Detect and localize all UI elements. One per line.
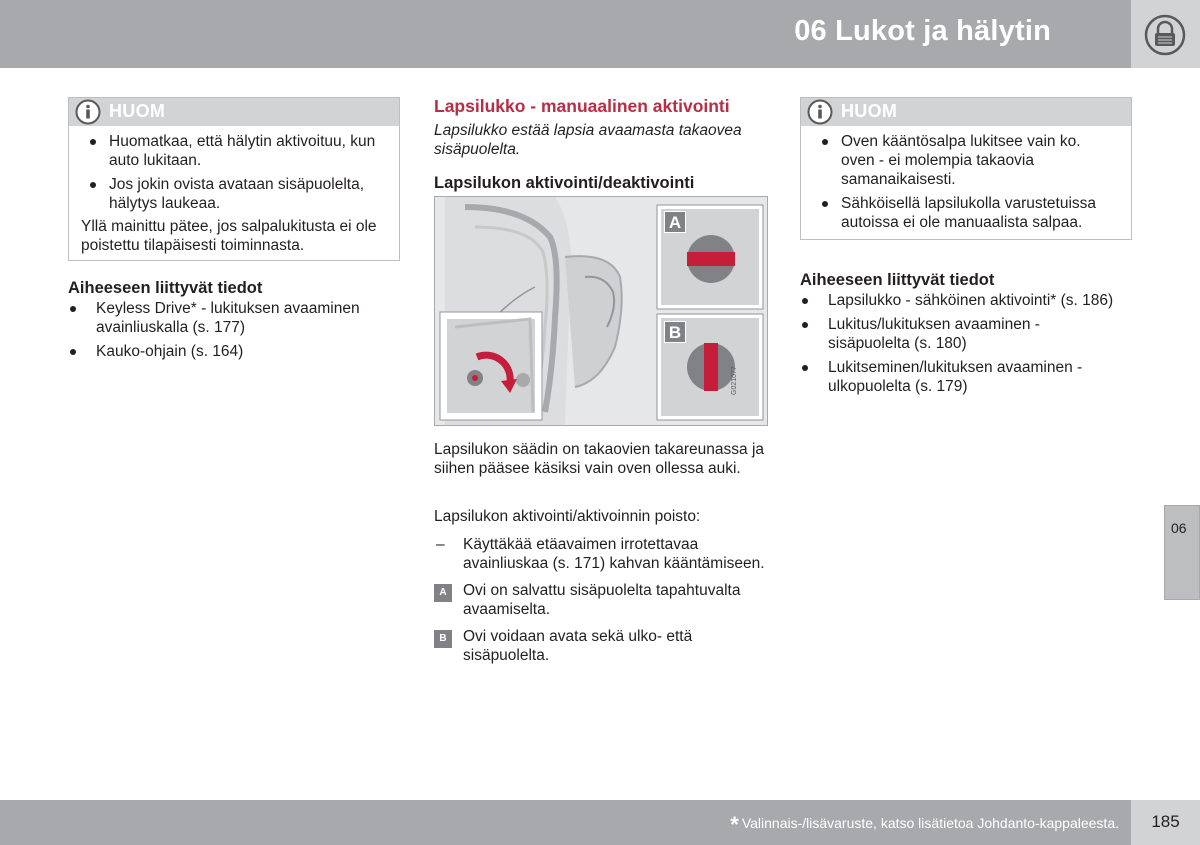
related-link[interactable]: Lapsilukko - sähköinen aktivointi* (s. 186) [800,291,1125,310]
info-icon [807,99,833,125]
note-title: HUOM [841,101,898,121]
footer-bar [0,800,1131,845]
label-b-square: B [434,630,452,648]
footer-note [730,812,1119,838]
subsection-heading: Lapsilukon aktivointi/deaktivointi [434,174,695,192]
related-heading: Aiheeseen liittyvät tiedot [800,271,995,289]
footer-note-text: Valinnais-/lisävaruste, katso lisätietoa Johdanto-kappaleesta. [741,815,1119,831]
related-link[interactable]: Keyless Drive* - lukituksen avaaminen avainliuskalla (s. 177) [68,299,388,337]
page-number: 185 [1151,812,1180,831]
related-link[interactable]: Kauko-ohjain (s. 164) [68,342,388,361]
label-b: B [664,321,686,343]
lock-icon [1144,14,1186,56]
step-b: B Ovi voidaan avata sekä ulko- että sisäpuolelta. [434,627,766,665]
note-paragraph: Yllä mainittu pätee, jos salpalukitusta ei ole poistettu tilapäisesti toiminnasta. [81,218,377,254]
info-icon [75,99,101,125]
dash-icon: – [436,536,445,553]
paragraph-location: Lapsilukon säädin on takaovien takareunassa ja siihen pääsee käsiksi vain oven ollessa auki. [434,441,765,477]
bullet-icon [90,182,96,188]
bullet-icon [802,298,808,304]
section-intro: Lapsilukko estää lapsia avaamasta takaovea sisäpuolelta. [434,122,742,158]
dash-step: – Käyttäkää etäavaimen irrotettavaa avainliuskaa (s. 171) kahvan kääntämiseen. [436,536,765,572]
door-illustration [435,197,767,425]
chapter-icon-box [1131,0,1200,68]
list-item: Huomatkaa, että hälytin aktivoituu, kun auto lukitaan. [81,132,397,170]
list-item: Jos jokin ovista avataan sisäpuolelta, hälytys laukeaa. [81,175,397,213]
list-item: Sähköisellä lapsilukolla varustetuissa autoissa ei ole manuaalista salpaa. [813,194,1113,232]
figure-code: G021077 [731,366,738,395]
step-a: A Ovi on salvattu sisäpuolelta tapahtuvalta avaamiselta. [434,581,766,619]
paragraph-procedure: Lapsilukon aktivointi/aktivoinnin poisto: [434,508,701,525]
bullet-icon [802,365,808,371]
bullet-icon [802,322,808,328]
related-link[interactable]: Lukitseminen/lukituksen avaaminen - ulkopuolelta (s. 179) [800,358,1125,396]
related-link[interactable]: Lukitus/lukituksen avaaminen - sisäpuolelta (s. 180) [800,315,1125,353]
related-list [800,291,1125,401]
bullet-icon [70,306,76,312]
note-header [801,98,1131,126]
left-note-box [68,97,400,261]
header-bar [0,0,1131,68]
bullet-icon [822,139,828,145]
bullet-icon [70,349,76,355]
note-bullet-list [813,132,1113,237]
label-a-square: A [434,584,452,602]
section-title: Lapsilukko - manuaalinen aktivointi [434,96,730,116]
bullet-icon [90,139,96,145]
related-list [68,299,388,366]
list-item: Oven kääntösalpa lukitsee vain ko. oven - ei molempia takaovia samanaikaisesti. [813,132,1113,189]
note-title: HUOM [109,101,166,121]
related-heading: Aiheeseen liittyvät tiedot [68,279,263,297]
chapter-tab-label: 06 [1171,520,1187,536]
page-title: 06 Lukot ja hälytin [794,15,1051,47]
label-a: A [664,211,686,233]
bullet-icon [822,201,828,207]
chapter-tab[interactable] [1164,505,1200,600]
child-lock-figure [434,196,768,426]
note-header [69,98,399,126]
note-bullet-list [81,132,397,218]
right-note-box [800,97,1132,240]
asterisk-mark: * [730,812,739,837]
page-number-box [1131,800,1200,845]
